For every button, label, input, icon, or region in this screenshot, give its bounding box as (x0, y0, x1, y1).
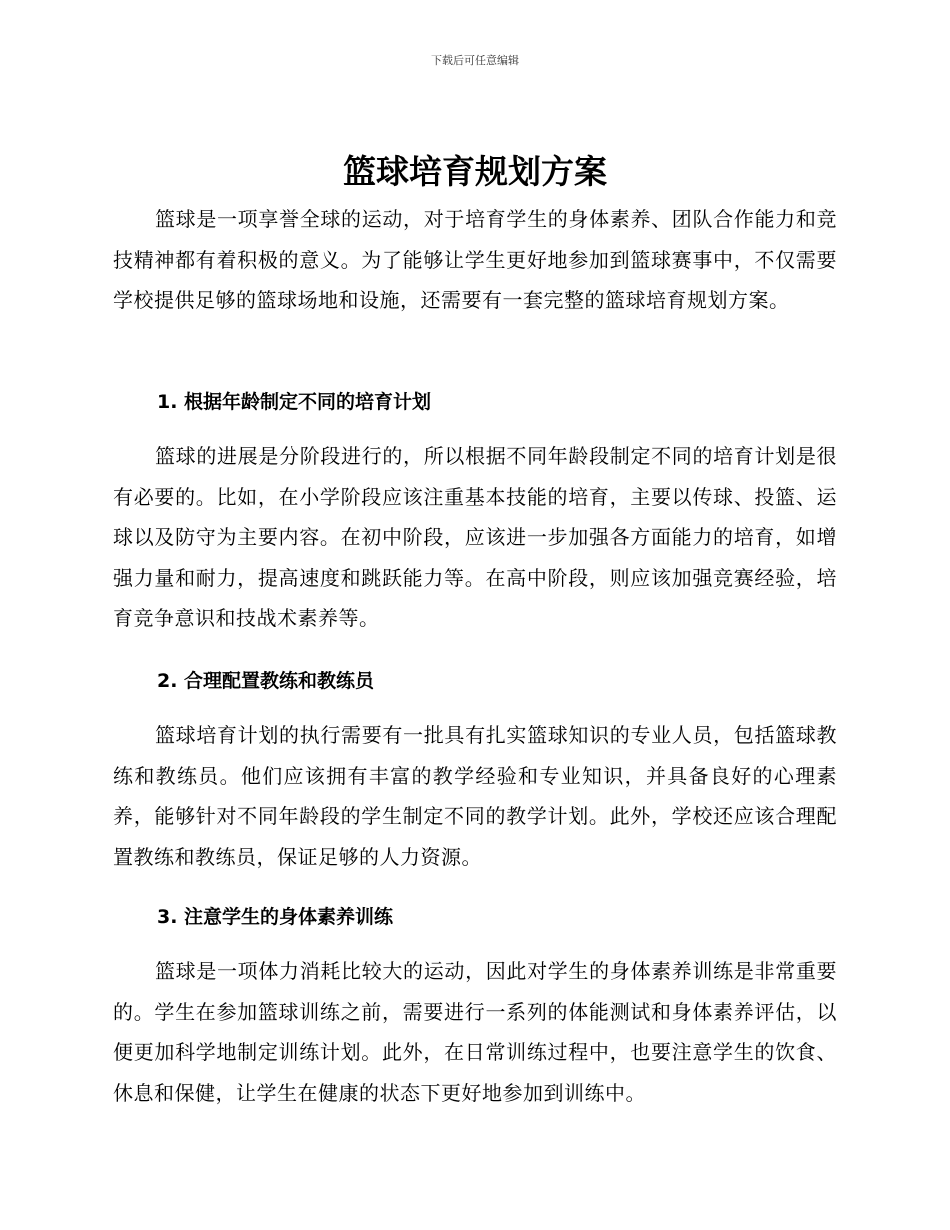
intro-paragraph: 篮球是一项享誉全球的运动，对于培育学生的身体素养、团队合作能力和竞技精神都有着积极的意义。为了能够让学生更好地参加到篮球赛事中，不仅需要学校提供足够的篮球场地和设施，还需要有一套完整的篮球培育规划方案。 (113, 207, 837, 312)
document-title: 篮球培育规划方案 (343, 152, 607, 191)
header-note: 下载后可任意编辑 (431, 54, 519, 67)
section-1-heading: 1. 根据年龄制定不同的培育计划 (157, 391, 432, 413)
section-3-heading: 3. 注意学生的身体素养训练 (157, 906, 394, 928)
section-3-paragraph: 篮球是一项体力消耗比较大的运动，因此对学生的身体素养训练是非常重要的。学生在参加篮球训练之前，需要进行一系列的体能测试和身体素养评估，以便更加科学地制定训练计划。此外，在日常训练过程中，也要注意学生的饮食、休息和保健，让学生在健康的状态下更好地参加到训练中。 (113, 959, 837, 1105)
section-1-paragraph: 篮球的进展是分阶段进行的，所以根据不同年龄段制定不同的培育计划是很有必要的。比如，在小学阶段应该注重基本技能的培育，主要以传球、投篮、运球以及防守为主要内容。在初中阶段，应该进一步加强各方面能力的培育，如增强力量和耐力，提高速度和跳跃能力等。在高中阶段，则应该加强竞赛经验，培育竞争意识和技战术素养等。 (113, 444, 837, 630)
section-2-heading: 2. 合理配置教练和教练员 (157, 670, 375, 692)
section-2-paragraph: 篮球培育计划的执行需要有一批具有扎实篮球知识的专业人员，包括篮球教练和教练员。他们应该拥有丰富的教学经验和专业知识，并具备良好的心理素养，能够针对不同年龄段的学生制定不同的教学计划。此外，学校还应该合理配置教练和教练员，保证足够的人力资源。 (113, 723, 837, 869)
